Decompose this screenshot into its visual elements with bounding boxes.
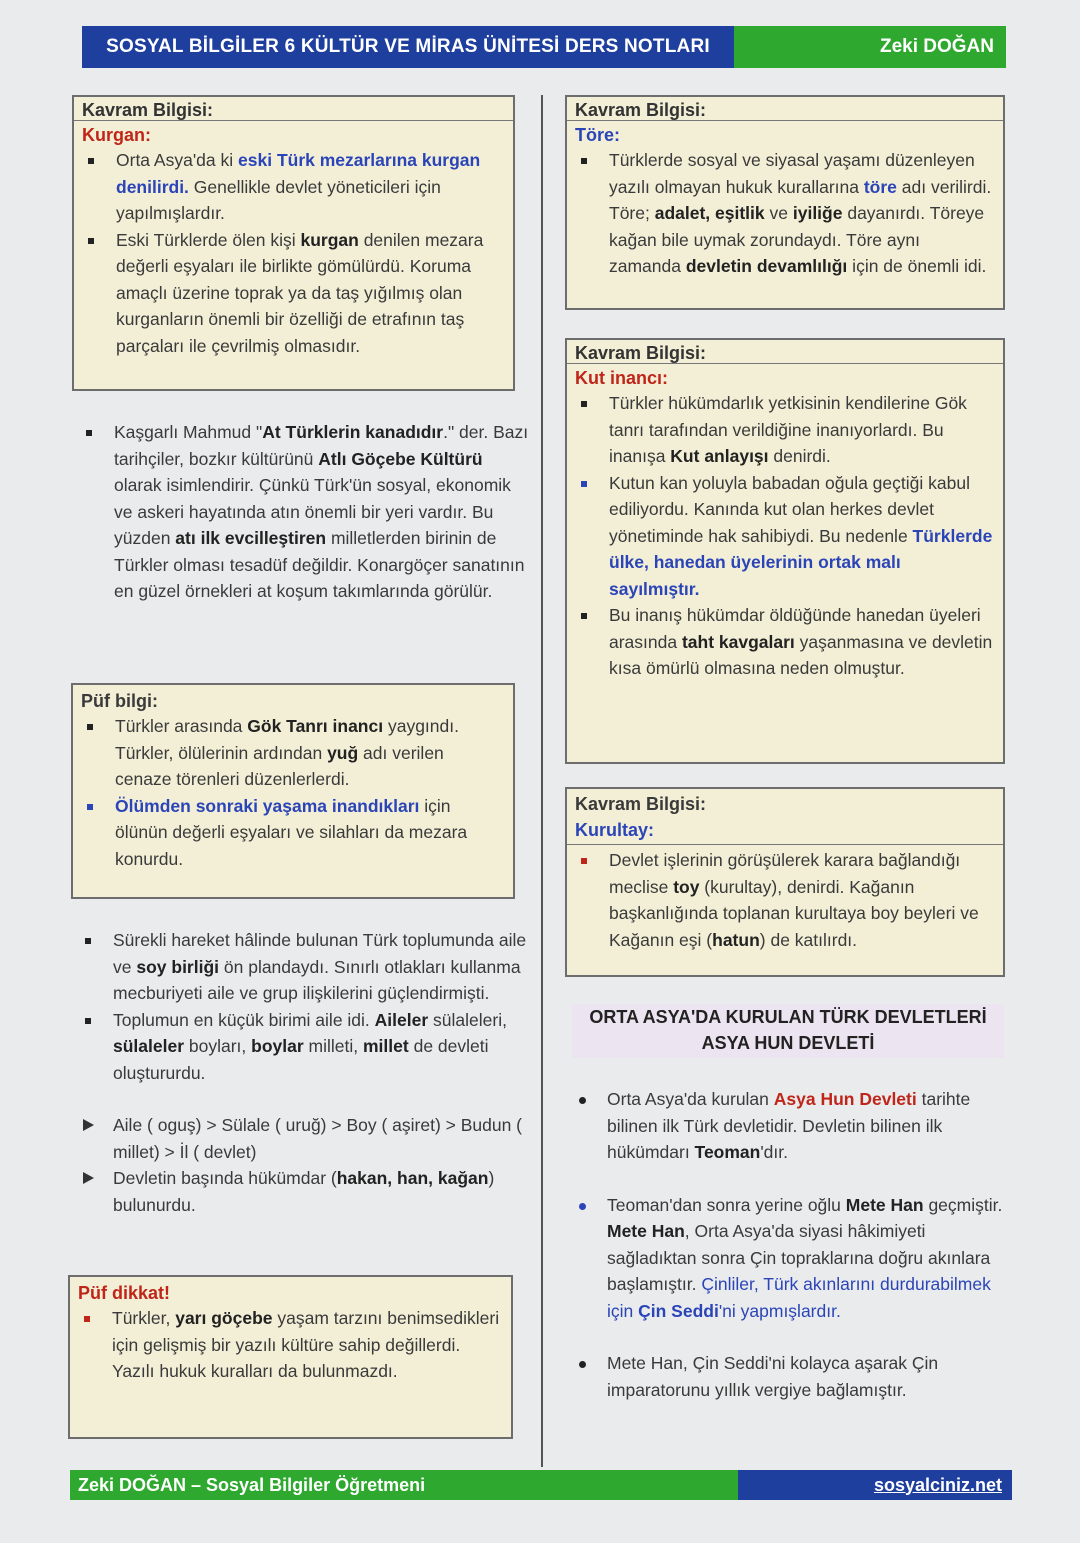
tore-box — [565, 95, 1005, 310]
list-item: Devletin başında hükümdar (hakan, han, kağan) bulunurdu. — [81, 1165, 531, 1218]
box-subtitle: Kurgan: — [82, 125, 151, 145]
section-heading — [572, 1004, 1004, 1058]
footer-website-link[interactable]: sosyalciniz.net — [738, 1470, 1012, 1500]
list-item: Aile ( oguş) > Sülale ( uruğ) > Boy ( aşiret) > Budun ( millet) > İl ( devlet) — [81, 1112, 531, 1165]
list-item: Kaşgarlı Mahmud "At Türklerin kanadıdır." der. Bazı tarihçiler, bozkır kültürünü Atlı Göçebe Kültürü olarak isimlendirir. Çünkü Türk'ün sosyal, ekonomik ve askeri hayatında atın önemli bir yeri vardır. Bu yüzden atı ilk evcilleştiren milletlerden birinin de Türkler olması tesadüf değildir. Konargöçer sanatının en güzel örnekleri at koşum takımlarında görülür. — [82, 419, 532, 605]
box-title: Kavram Bilgisi: — [567, 97, 1003, 121]
social-section — [71, 927, 539, 1218]
kut-box — [565, 338, 1005, 764]
list-item: Türkler, yarı göçebe yaşam tarzını benimsedikleri için gelişmiş bir yazılı kültüre sahip değillerdi. Yazılı hukuk kuralları da bulunmazdı. — [80, 1305, 503, 1385]
box-title: Püf dikkat! — [78, 1283, 171, 1303]
page-title: SOSYAL BİLGİLER 6 KÜLTÜR VE MİRAS ÜNİTESİ DERS NOTLARI — [82, 26, 734, 68]
box-subtitle: Kurultay: — [567, 816, 1003, 845]
list-item: Mete Han, Çin Seddi'ni kolayca aşarak Çin imparatorunu yıllık vergiye bağlamıştır. — [575, 1350, 1015, 1403]
box-title: Kavram Bilgisi: — [567, 340, 1003, 364]
list-item: Ölümden sonraki yaşama inandıkları için ölünün değerli eşyaları ve silahları da mezara konurdu. — [83, 793, 505, 873]
box-title: Kavram Bilgisi: — [74, 97, 513, 121]
page-footer — [70, 1470, 1012, 1500]
box-subtitle: Kut inancı: — [575, 368, 668, 388]
list-item: Bu inanış hükümdar öldüğünde hanedan üyeleri arasında taht kavgaları yaşanmasına ve devletin kısa ömürlü olmasına neden olmuştur. — [577, 602, 995, 682]
footer-author: Zeki DOĞAN – Sosyal Bilgiler Öğretmeni — [70, 1470, 738, 1500]
list-item: Devlet işlerinin görüşülerek karara bağlandığı meclise toy (kurultay), denirdi. Kağanın başkanlığında toplanan kurultaya boy beyleri ve Kağanın eşi (hatun) de katılırdı. — [577, 847, 995, 953]
list-item: Türklerde sosyal ve siyasal yaşamı düzenleyen yazılı olmayan hukuk kurallarına töre adı verilirdi. Töre; adalet, eşitlik ve iyiliğe dayanırdı. Töreye kağan bile uymak zorundaydı. Töre aynı zamanda devletin devamlılığı için de önemli idi. — [577, 147, 995, 280]
heading-line-1: ORTA ASYA'DA KURULAN TÜRK DEVLETLERİ — [589, 1007, 987, 1027]
list-item: Teoman'dan sonra yerine oğlu Mete Han geçmiştir. Mete Han, Orta Asya'da siyasi hâkimiyeti sağladıktan sonra Çin topraklarına doğru akınlara başlamıştır. Çinliler, Türk akınlarını durdurabilmek için Çin Seddi'ni yapmışlardır. — [575, 1192, 1015, 1325]
kurgan-box — [72, 95, 515, 391]
page-header — [82, 26, 1006, 68]
heading-line-2: ASYA HUN DEVLETİ — [701, 1033, 875, 1053]
list-item: Orta Asya'da kurulan Asya Hun Devleti tarihte bilinen ilk Türk devletidir. Devletin bilinen ilk hükümdarı Teoman'dır. — [575, 1086, 1015, 1166]
list-item: Sürekli hareket hâlinde bulunan Türk toplumunda aile ve soy birliği ön plandaydı. Sınırlı otlakları kullanma mecburiyeti aile ve grup ilişkilerini güçlendirmişti. — [81, 927, 531, 1007]
box-subtitle: Töre: — [575, 125, 620, 145]
box-title: Kavram Bilgisi: — [575, 794, 707, 814]
hun-section — [565, 1086, 1023, 1403]
list-item: Kutun kan yoluyla babadan oğula geçtiği kabul ediliyordu. Kanında kut olan herkes devlet yönetiminde hak sahibiydi. Bu nedenle Türklerde ülke, hanedan üyelerinin ortak malı sayılmıştır. — [577, 470, 995, 603]
box-title: Püf bilgi: — [81, 691, 158, 711]
author-name: Zeki DOĞAN — [734, 26, 1006, 68]
list-item: Orta Asya'da ki eski Türk mezarlarına kurgan denilirdi. Genellikle devlet yöneticileri için yapılmışlardır. — [84, 147, 505, 227]
list-item: Toplumun en küçük birimi aile idi. Aileler sülaleleri, sülaleler boyları, boylar milleti, millet de devleti oluştururdu. — [81, 1007, 531, 1087]
list-item: Eski Türklerde ölen kişi kurgan denilen mezara değerli eşyaları ile birlikte gömülürdü. Koruma amaçlı üzerine toprak ya da taş yığılmış olan kurganların önemli bir özelliği de etrafının taş parçaları ile çevrilmiş olmasıdır. — [84, 227, 505, 360]
kasgarli-section — [72, 419, 540, 605]
kurultay-box — [565, 787, 1005, 977]
column-divider — [541, 95, 543, 1467]
puf-bilgi-box — [71, 683, 515, 899]
list-item: Türkler arasında Gök Tanrı inancı yaygındı. Türkler, ölülerinin ardından yuğ adı verilen cenaze törenleri düzenlerlerdi. — [83, 713, 505, 793]
puf-dikkat-box — [68, 1275, 513, 1439]
list-item: Türkler hükümdarlık yetkisinin kendilerine Gök tanrı tarafından verildiğine inanıyorlardı. Bu inanışa Kut anlayışı denirdi. — [577, 390, 995, 470]
